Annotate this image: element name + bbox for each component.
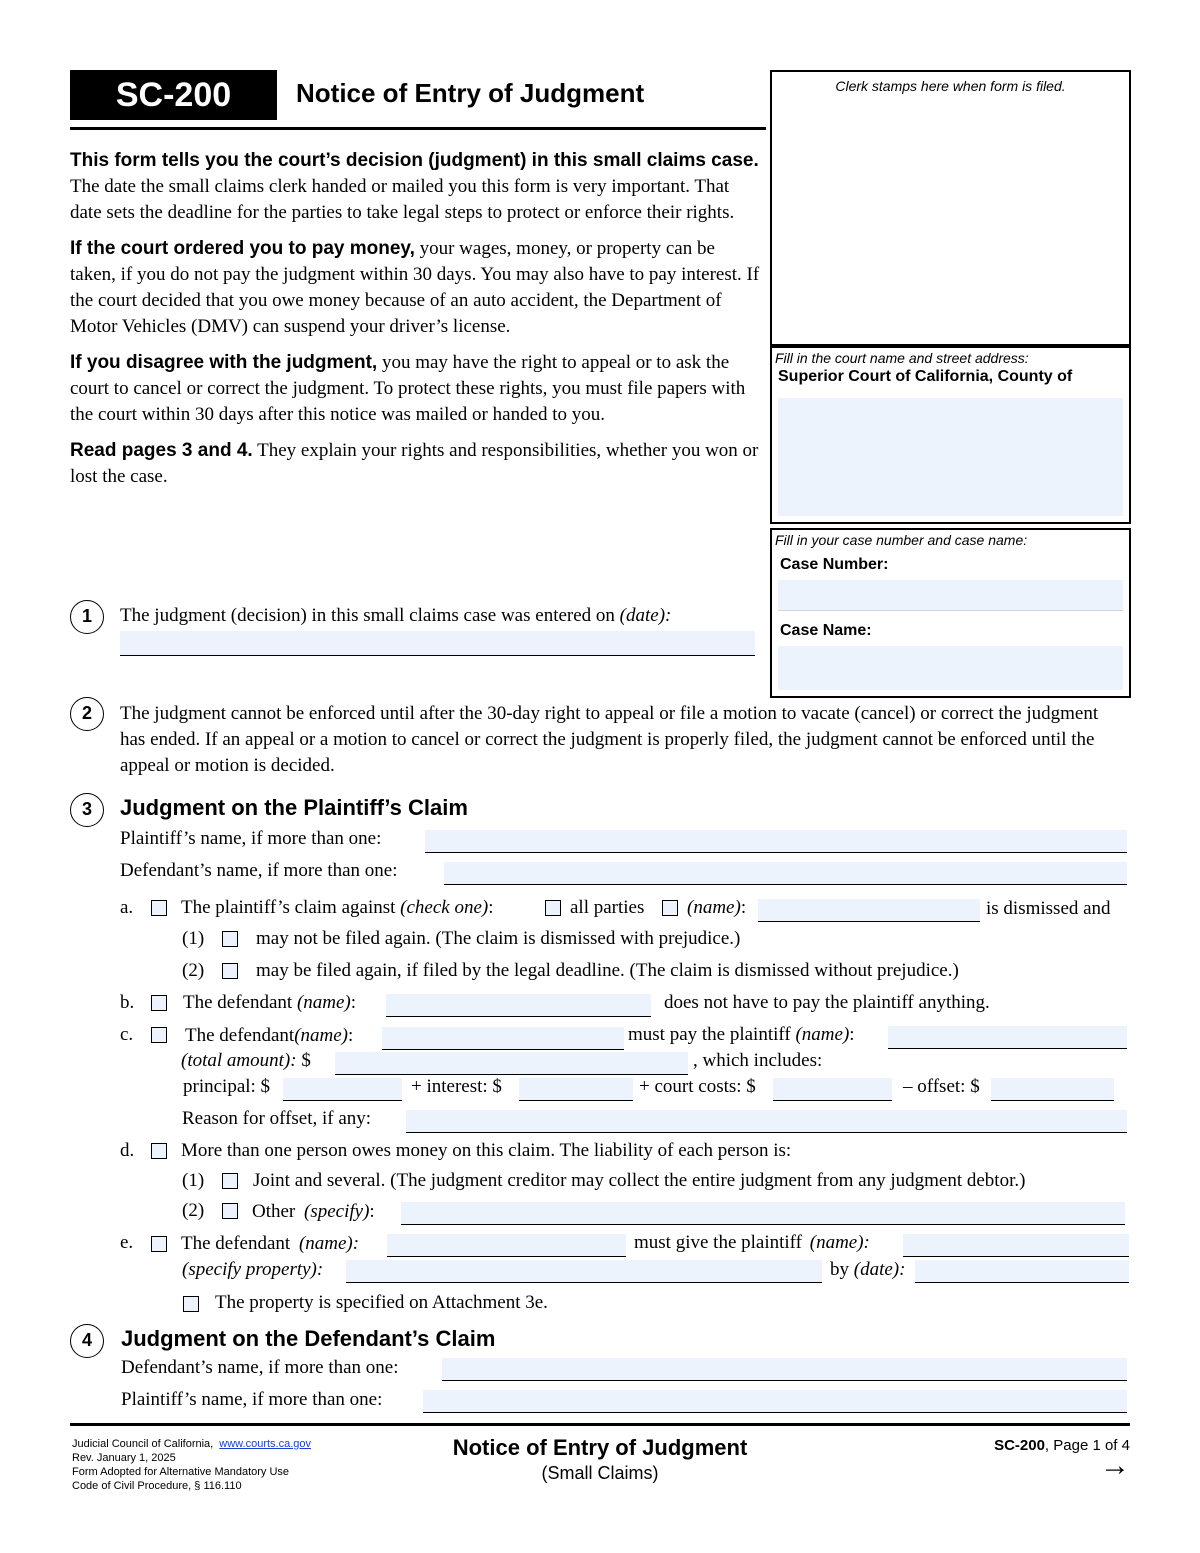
item-3e-property-label: (specify property):: [182, 1259, 324, 1280]
item-3c-offset-label: – offset: $: [903, 1076, 980, 1097]
item-3a-opt1-text: may not be filed again. (The claim is dismissed with prejudice.): [256, 928, 741, 949]
footer-adopted: Form Adopted for Alternative Mandatory Use: [72, 1466, 290, 1478]
item-3c-must-pay: must pay the plaintiff (name):: [628, 1024, 855, 1045]
item-1-date-label: (date):: [619, 605, 672, 626]
footer-center: [400, 1435, 800, 1484]
item-1-sentence: The judgment (decision) in this small claims case was entered on: [120, 605, 615, 626]
item-3c-dollar: $: [301, 1050, 311, 1071]
item-3d-letter: d.: [120, 1140, 135, 1161]
item-3c-offset-field[interactable]: [991, 1078, 1114, 1101]
item-3e-by: [830, 1257, 905, 1283]
item-3a-all-parties-checkbox[interactable]: [545, 900, 561, 916]
item-3d-opt2-num: (2): [182, 1200, 205, 1221]
intro-p4-text: They explain your rights and responsibilities, whether you won or lost the case.: [70, 440, 759, 487]
intro-p2-text: your wages, money, or property can be taken, if you do not pay the judgment within 30 days. You may also have to pay interest. If the court decided that you owe money because of an auto accident, the Department of Motor Vehicles (DMV) can suspend your driver’s license.: [70, 238, 760, 337]
item-3c-letter: c.: [120, 1024, 134, 1045]
item-3e-must-give: [634, 1230, 870, 1256]
item-3-plaintiff-field[interactable]: [425, 830, 1127, 853]
item-3c-total-label: [181, 1048, 311, 1074]
item-3-plaintiff-label: Plaintiff’s name, if more than one:: [120, 828, 382, 849]
item-2-text: The judgment cannot be enforced until after the 30-day right to appeal or file a motion to vacate (cancel) or correct the judgment has ended. If an appeal or a motion to cancel or correct the judgment is properly filed, the judgment cannot be enforced until the appeal or motion is decided.: [120, 703, 1099, 776]
item-3e-attachment-checkbox[interactable]: [183, 1296, 199, 1312]
footer-title: Notice of Entry of Judgment: [452, 1435, 748, 1460]
item-3-heading: Judgment on the Plaintiff’s Claim: [120, 795, 468, 820]
item-3a-opt2-text: may be filed again, if filed by the legal deadline. (The claim is dismissed without prejudice.): [256, 960, 959, 981]
item-4-defendant-field[interactable]: [442, 1358, 1127, 1381]
item-3d-opt2-text: Other (specify):: [252, 1201, 375, 1222]
item-3c-plaintiff-field[interactable]: [888, 1026, 1127, 1049]
item-3d-checkbox[interactable]: [151, 1143, 167, 1159]
case-number-label: Case Number:: [780, 556, 889, 573]
item-3d-other-field[interactable]: [401, 1202, 1125, 1225]
footer-page-number: , Page 1 of 4: [1044, 1437, 1130, 1454]
item-3e-date-label: (date):: [853, 1259, 906, 1280]
intro-p1-bold: This form tells you the court’s decision (judgment) in this small claims case.: [70, 150, 759, 171]
intro-paragraph-4: [70, 438, 760, 490]
judgment-date-field[interactable]: [120, 631, 755, 656]
item-3c-reason-label: Reason for offset, if any:: [182, 1108, 372, 1129]
item-3b-letter: b.: [120, 992, 135, 1013]
intro-p3-bold: If you disagree with the judgment,: [70, 352, 378, 373]
item-3a-name-text: (name): [687, 897, 741, 918]
item-3c-principal-field[interactable]: [283, 1078, 402, 1101]
footer-left: [72, 1437, 311, 1493]
case-box: [770, 528, 1131, 698]
item-3a-colon: :: [488, 897, 494, 918]
item-3e-name-label: (name):: [298, 1233, 360, 1254]
item-3d-opt2-checkbox[interactable]: [222, 1203, 238, 1219]
footer-line1: [72, 1437, 311, 1451]
item-3d-text: More than one person owes money on this claim. The liability of each person is:: [181, 1140, 792, 1161]
item-3a-dismissed: is dismissed and: [986, 898, 1111, 919]
item-3e-property-field[interactable]: [346, 1260, 822, 1283]
item-3e-date-field[interactable]: [915, 1260, 1129, 1283]
case-box-label: Fill in your case number and case name:: [775, 532, 1028, 548]
footer-revision: Rev. January 1, 2025: [72, 1452, 176, 1464]
item-3a-opt1-num: (1): [182, 928, 205, 949]
intro-p1-text: The date the small claims clerk handed or mailed you this form is very important. That date sets the deadline for the parties to take legal steps to protect or enforce their rights.: [70, 176, 735, 223]
item-1-number: 1: [70, 600, 104, 634]
item-3a-check-one: (check one): [400, 897, 489, 918]
item-3a-opt2-checkbox[interactable]: [222, 963, 238, 979]
item-4-plaintiff-field[interactable]: [423, 1390, 1127, 1413]
item-3a-letter: a.: [120, 897, 134, 918]
intro-paragraph-3: [70, 350, 760, 428]
item-3c-interest-label: + interest: $: [411, 1076, 502, 1097]
item-3e-by-text: by: [830, 1259, 849, 1280]
case-number-field[interactable]: [778, 580, 1123, 611]
item-3c-total-field[interactable]: [335, 1052, 688, 1075]
item-3e-text: [181, 1231, 359, 1257]
item-3e-checkbox[interactable]: [151, 1236, 167, 1252]
intro-paragraph-2: [70, 236, 760, 340]
item-3a-name-field[interactable]: [758, 899, 980, 922]
footer-council: Judicial Council of California,: [72, 1438, 214, 1450]
item-3e-defendant: The defendant: [181, 1233, 291, 1254]
item-3d-opt1-num: (1): [182, 1170, 205, 1191]
next-page-arrow-icon[interactable]: →: [1100, 1449, 1130, 1482]
item-3d-opt1-checkbox[interactable]: [222, 1173, 238, 1189]
item-3b-defendant: The defendant: [183, 992, 293, 1013]
intro-p4-bold: Read pages 3 and 4.: [70, 440, 253, 461]
item-3a-all-parties-label: all parties: [570, 897, 645, 918]
item-4-defendant-label: Defendant’s name, if more than one:: [121, 1357, 399, 1378]
header-rule: [70, 127, 766, 130]
item-3-defendant-label: Defendant’s name, if more than one:: [120, 860, 398, 881]
item-4-number: 4: [70, 1324, 104, 1358]
item-4-heading: Judgment on the Defendant’s Claim: [121, 1326, 496, 1351]
intro-paragraph-1: [70, 148, 760, 226]
item-3a-claim-against: The plaintiff’s claim against: [181, 897, 396, 918]
item-3c-principal-label: principal: $: [183, 1076, 271, 1097]
court-name: Superior Court of California, County of: [778, 368, 1073, 385]
intro-p2-bold: If the court ordered you to pay money,: [70, 238, 415, 259]
item-3b-text: The defendant (name):: [183, 992, 357, 1013]
item-3b-name-label: (name): [296, 992, 351, 1013]
item-3a-name-label: (name):: [687, 897, 747, 918]
item-3a-text: [181, 895, 494, 921]
item-3b-name-field[interactable]: [386, 994, 651, 1017]
item-3d-specify: (specify): [304, 1201, 370, 1222]
item-3c-must-pay-text: must pay the plaintiff: [628, 1024, 791, 1045]
item-3a-opt1-checkbox[interactable]: [222, 931, 238, 947]
item-3e-plaintiff-field[interactable]: [903, 1234, 1129, 1257]
item-3c-total-text: (total amount):: [181, 1050, 297, 1071]
court-address-field[interactable]: [778, 398, 1123, 516]
page-title: Notice of Entry of Judgment: [296, 78, 645, 108]
footer-link[interactable]: www.courts.ca.gov: [219, 1438, 311, 1450]
item-2-number: 2: [70, 697, 104, 731]
item-3c-court-costs-field[interactable]: [773, 1078, 892, 1101]
item-3c-includes: , which includes:: [693, 1050, 823, 1071]
footer-subtitle: (Small Claims): [541, 1463, 659, 1483]
footer-code: Code of Civil Procedure, § 116.110: [72, 1480, 242, 1492]
form-number-badge: [70, 70, 277, 120]
item-3a-checkbox[interactable]: [151, 900, 167, 916]
item-3d-opt1-text: Joint and several. (The judgment creditor may collect the entire judgment from any judgment debtor.): [253, 1170, 1026, 1191]
item-3c-text: The defendant(name):: [185, 1025, 354, 1046]
court-box: [770, 346, 1131, 524]
case-name-label: Case Name:: [780, 622, 872, 639]
item-3e-defendant-field[interactable]: [387, 1234, 626, 1257]
item-3c-checkbox[interactable]: [151, 1027, 167, 1043]
item-3c-name-label2: (name): [795, 1024, 850, 1045]
item-3a-opt2-num: (2): [182, 960, 205, 981]
item-4-plaintiff-label: Plaintiff’s name, if more than one:: [121, 1389, 383, 1410]
item-3e-name-label2: (name):: [809, 1232, 870, 1253]
item-3c-name-label: (name): [294, 1025, 349, 1046]
footer-rule: [70, 1423, 1130, 1426]
item-3c-reason-field[interactable]: [406, 1110, 1127, 1133]
intro-p3-text: you may have the right to appeal or to ask the court to cancel or correct the judgment. To protect these rights, you must file papers with the court within 30 days after this notice was mailed or handed to you.: [70, 352, 746, 425]
clerk-stamp-label: Clerk stamps here when form is filed.: [835, 78, 1066, 94]
item-3d-other: Other: [252, 1201, 296, 1222]
item-1-text: [120, 603, 671, 629]
case-name-field[interactable]: [778, 646, 1123, 690]
clerk-stamp-box: [770, 70, 1131, 346]
item-3b-checkbox[interactable]: [151, 995, 167, 1011]
item-3-number: 3: [70, 793, 104, 827]
form-number: SC-200: [115, 76, 232, 114]
item-3c-interest-field[interactable]: [519, 1078, 633, 1101]
item-3e-letter: e.: [120, 1232, 134, 1253]
item-3e-attachment-text: The property is specified on Attachment 3e.: [215, 1292, 548, 1313]
item-3a-name-checkbox[interactable]: [662, 900, 678, 916]
item-3c-defendant-field[interactable]: [382, 1027, 624, 1050]
item-3c-defendant: The defendant: [185, 1025, 295, 1046]
intro: [70, 148, 760, 490]
footer-form-no: SC-200: [994, 1437, 1045, 1454]
item-3e-must-give-text: must give the plaintiff: [634, 1232, 802, 1253]
item-3-defendant-field[interactable]: [444, 862, 1127, 885]
item-3c-court-costs-label: + court costs: $: [639, 1076, 756, 1097]
item-3b-no-pay: does not have to pay the plaintiff anything.: [664, 992, 990, 1013]
court-box-label: Fill in the court name and street address:: [775, 350, 1029, 366]
